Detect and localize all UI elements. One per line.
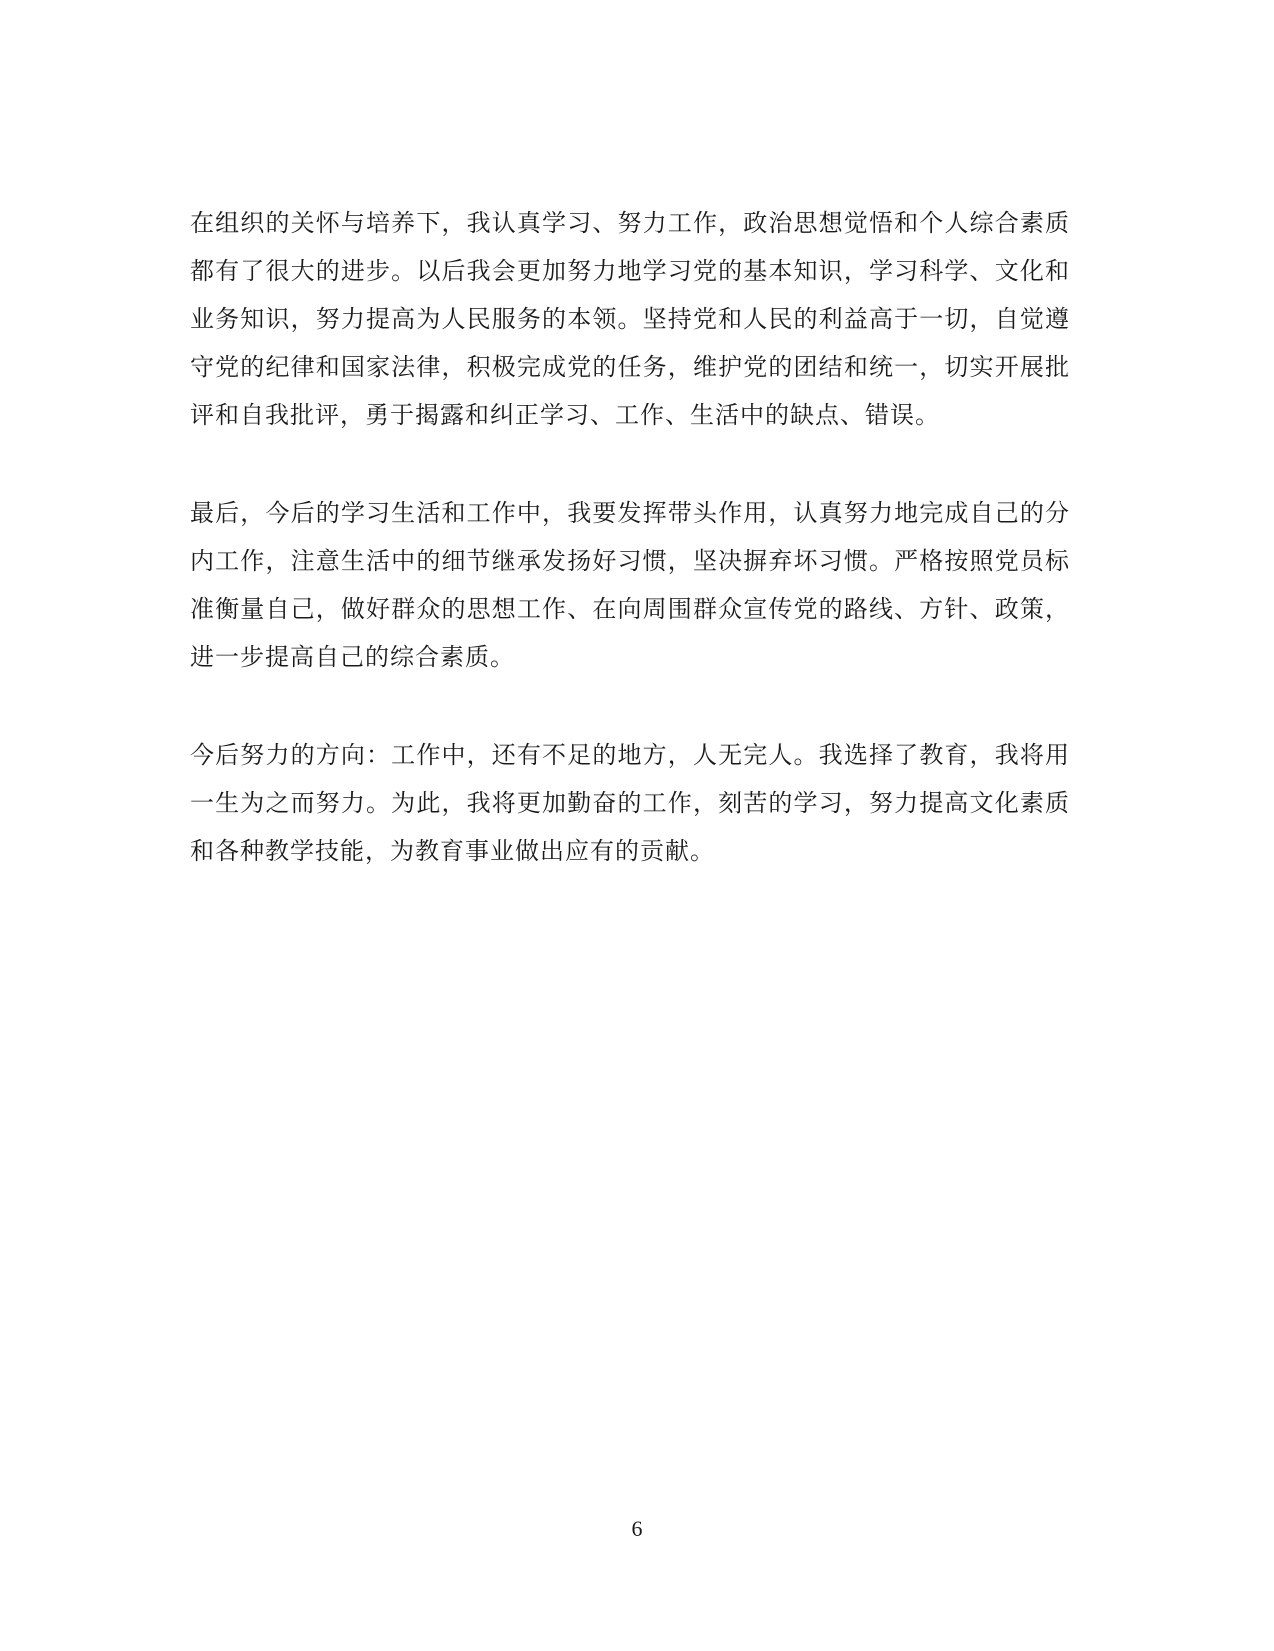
- paragraph-3: 今后努力的方向：工作中，还有不足的地方，人无完人。我选择了教育，我将用一生为之而努力。为此，我将更加勤奋的工作，刻苦的学习，努力提高文化素质和各种教学技能，为教育事业做出应有的贡献。: [190, 743, 1070, 865]
- page-number: 6: [631, 1516, 643, 1541]
- document-body: [190, 200, 1070, 926]
- paragraph-2: 最后，今后的学习生活和工作中，我要发挥带头作用，认真努力地完成自己的分内工作，注意生活中的细节继承发扬好习惯，坚决摒弃坏习惯。严格按照党员标准衡量自己，做好群众的思想工作、在向周围群众宣传党的路线、方针、政策，进一步提高自己的综合素质。: [190, 501, 1070, 671]
- page-footer: [0, 1512, 1274, 1546]
- paragraph-1: 在组织的关怀与培养下，我认真学习、努力工作，政治思想觉悟和个人综合素质都有了很大的进步。以后我会更加努力地学习党的基本知识，学习科学、文化和业务知识，努力提高为人民服务的本领。坚持党和人民的利益高于一切，自觉遵守党的纪律和国家法律，积极完成党的任务，维护党的团结和统一，切实开展批评和自我批评，勇于揭露和纠正学习、工作、生活中的缺点、错误。: [190, 211, 1070, 429]
